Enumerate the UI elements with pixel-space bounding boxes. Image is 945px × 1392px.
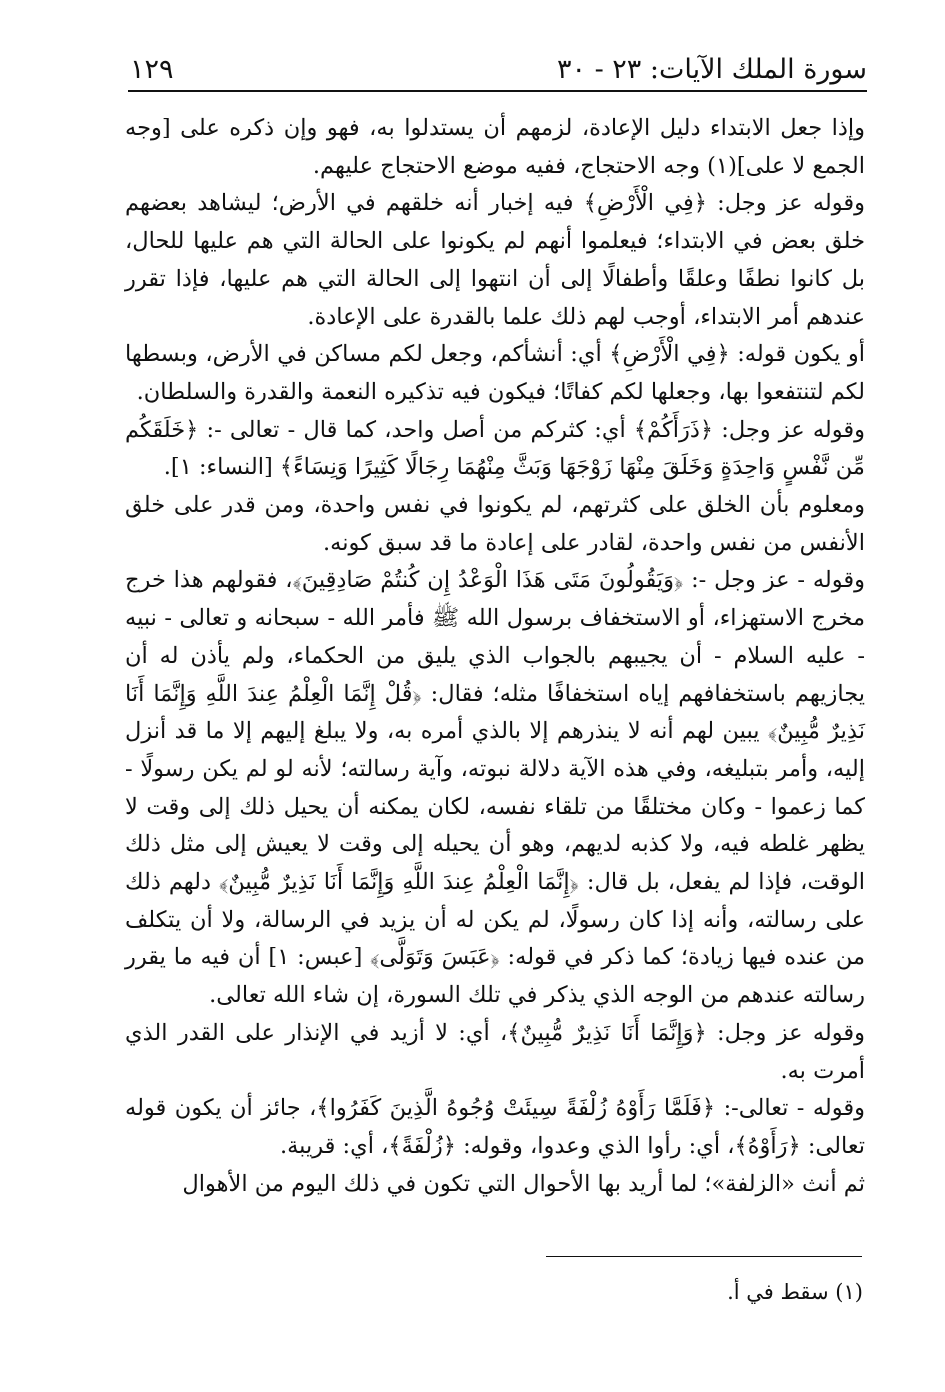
header-rule [128,90,867,92]
footnote: (١) سقط في أ. [727,1280,863,1304]
paragraph-8: وقوله - تعالى-: ﴿فَلَمَّا رَأَوْهُ زُلْفَةً سِيئَتْ وُجُوهُ الَّذِينَ كَفَرُوا﴾، جائز أن يكون قوله تعالى: ﴿رَأَوْهُ﴾، أي: رأوا الذي وعدوا، وقوله: ﴿زُلْفَةً﴾، أي: قريبة. [125,1095,865,1159]
paragraph-2: وقوله عز وجل: ﴿فِي الْأَرْضِ﴾ فيه إخبار أنه خلقهم في الأرض؛ ليشاهد بعضهم خلق بعض في الابتداء؛ فيعلموا أنهم لم يكونوا على الحالة التي هم عليها للحال، بل كانوا نطفًا وعلقًا وأطفالًا إلى أن انتهوا إلى الحالة التي هم عليها، فإذا تقرر عندهم أمر الابتداء، أوجب لهم ذلك علما بالقدرة على الإعادة. [125,190,865,330]
paragraph-3: أو يكون قوله: ﴿فِي الْأَرْضِ﴾ أي: أنشأكم، وجعل لكم مساكن في الأرض، وبسطها لكم لتنتفعوا بها، وجعلها لكم كفاتًا؛ فيكون فيه تذكيره النعمة والقدرة والسلطان. [125,341,865,405]
paragraph-7: وقوله عز وجل: ﴿وَإِنَّمَا أَنَا نَذِيرٌ مُّبِينٌ﴾، أي: لا أزيد في الإنذار على القدر الذي أمرت به. [125,1019,865,1084]
paragraph-6: وقوله - عز وجل -: ﴿وَيَقُولُونَ مَتَى هَذَا الْوَعْدُ إِن كُنتُمْ صَادِقِينَ﴾، فقولهم هذا خرج مخرج الاستهزاء، أو الاستخفاف برسول الله ﷺ فأمر الله - سبحانه و تعالى - نبيه - عليه السلام - أن يجيبهم بالجواب الذي يليق من الحكماء، ولم يأذن له أن يجازيهم باستخفافهم إياه استخفافًا مثله؛ فقال: ﴿قُلْ إِنَّمَا الْعِلْمُ عِندَ اللَّهِ وَإِنَّمَا أَنَا نَذِيرٌ مُّبِينٌ﴾ يبين لهم أنه لا ينذرهم إلا بالذي أمره به، ولا يبلغ إليهم إلا ما قد أنزل إليه، وأمر بتبليغه، وفي هذه الآية دلالة نبوته، وآية رسالته؛ لأنه لو لم يكن رسولًا - كما زعموا - وكان مختلقًا من تلقاء نفسه، لكان يمكنه أن يحيل ذلك إلى وقت لا يظهر غلطه فيه، ولا كذبه لديهم، وهو أن يحيله إلى وقت لا يعيش إلى مثل ذلك الوقت، فإذا لم يفعل، بل قال: ﴿إِنَّمَا الْعِلْمُ عِندَ اللَّهِ وَإِنَّمَا أَنَا نَذِيرٌ مُّبِينٌ﴾ دلهم ذلك على رسالته، وأنه إذا كان رسولًا، لم يكن له أن يزيد في الرسالة، ولا أن يتكلف من عنده فيها زيادة؛ كما ذكر في قوله: ﴿عَبَسَ وَتَوَلَّى﴾ [عبس: ١] أن فيه ما يقرر رسالته عندهم من الوجه الذي يذكر في تلك السورة، إن شاء الله تعالى. [125,567,866,1009]
page-number: ١٢٩ [130,54,174,85]
paragraph-9: ثم أنث «الزلفة»؛ لما أريد بها الأحوال التي تكون في ذلك اليوم من الأهوال [182,1170,865,1197]
paragraph-5: ومعلوم بأن الخلق على كثرتهم، لم يكونوا في نفس واحدة، ومن قدر على خلق الأنفس من نفس واحدة، لقادر على إعادة ما قد سبق كونه. [125,492,865,556]
paragraph-1: وإذا جعل الابتداء دليل الإعادة، لزمهم أن يستدلوا به، فهو وإن ذكره على [وجه الجمع لا على](١) وجه الاحتجاج، ففيه موضع الاحتجاج عليهم. [125,115,865,179]
footnote-rule [546,1256,862,1257]
page-body [125,110,865,1203]
paragraph-4: وقوله عز وجل: ﴿ذَرَأَكُمْ﴾ أي: كثركم من أصل واحد، كما قال - تعالى -: ﴿خَلَقَكُم مِّن نَّفْسٍ وَاحِدَةٍ وَخَلَقَ مِنْهَا زَوْجَهَا وَبَثَّ مِنْهُمَا رِجَالًا كَثِيرًا وَنِسَاءً﴾ [النساء: ١]. [125,416,865,481]
page-header [130,50,867,92]
running-title: سورة الملك الآيات: ٢٣ - ٣٠ [556,54,867,85]
